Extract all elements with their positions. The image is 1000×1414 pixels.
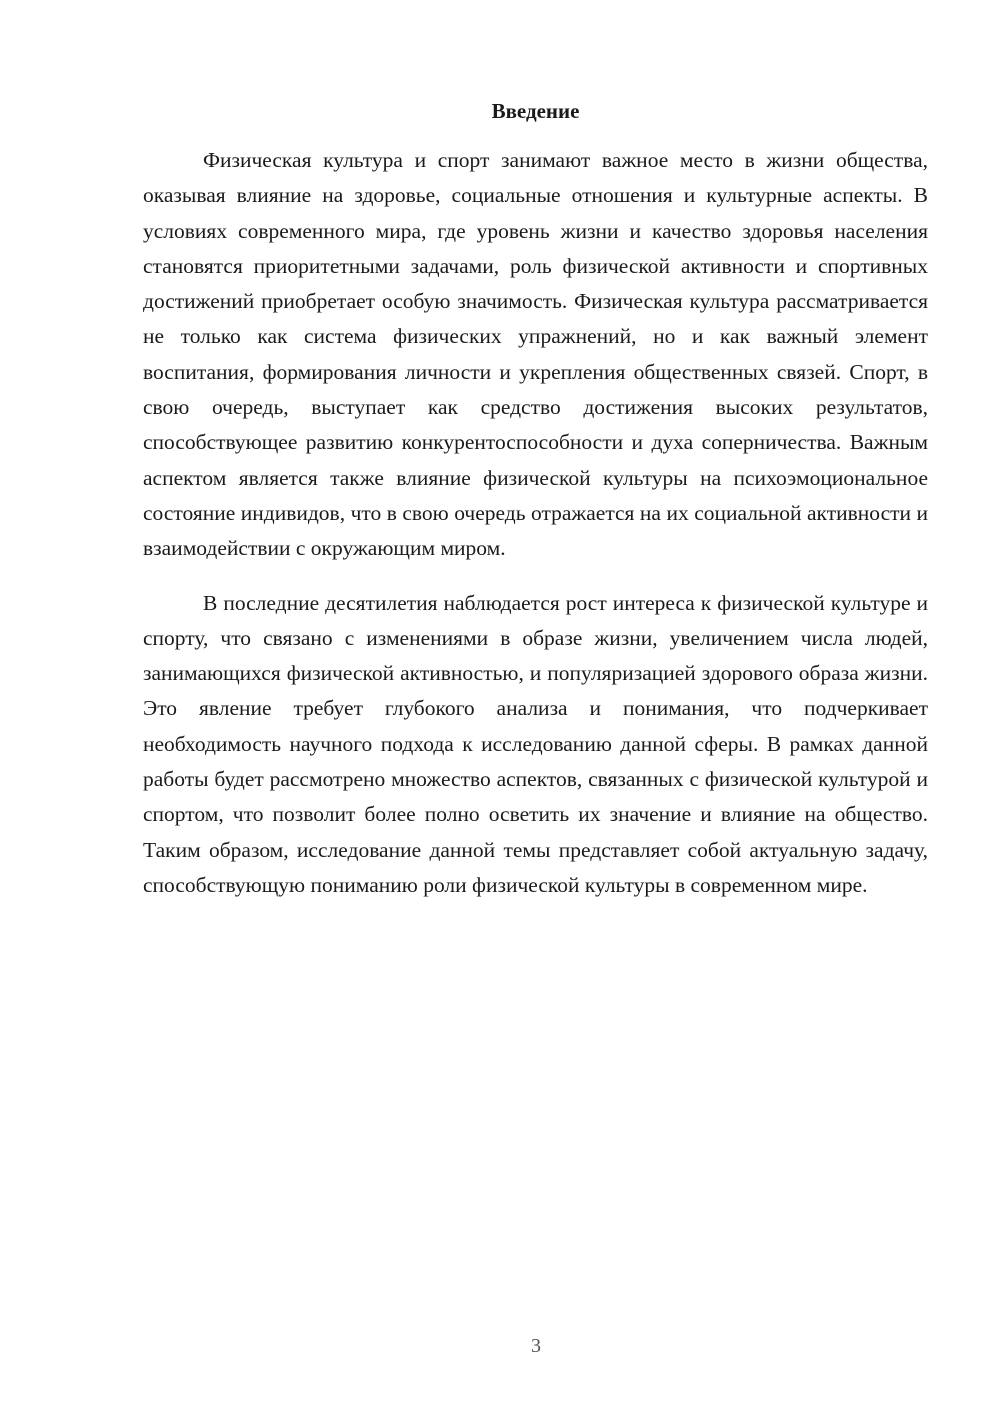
section-heading: Введение	[491, 99, 580, 123]
page-number: 3	[531, 1335, 541, 1357]
paragraph-1: Физическая культура и спорт занимают важное место в жизни общества, оказывая влияние на здоровье, социальные отношения и культурные аспекты. В условиях современного мира, где уровень жизни и качество здоровья населения становятся приоритетными задачами, роль физической активности и спортивных достижений приобретает особую значимость. Физическая культура рассматривается не только как система физических упражнений, но и как важный элемент воспитания, формирования личности и укрепления общественных связей. Спорт, в свою очередь, выступает как средство достижения высоких результатов, способствующее развитию конкурентоспособности и духа соперничества. Важным аспектом является также влияние физической культуры на психоэмоциональное состояние индивидов, что в свою очередь отражается на их социальной активности и взаимодействии с окружающим миром.	[143, 148, 928, 561]
paragraph-2: В последние десятилетия наблюдается рост интереса к физической культуре и спорту, что связано с изменениями в образе жизни, увеличением числа людей, занимающихся физической активностью, и популяризацией здорового образа жизни. Это явление требует глубокого анализа и понимания, что подчеркивает необходимость научного подхода к исследованию данной сферы. В рамках данной работы будет рассмотрено множество аспектов, связанных с физической культурой и спортом, что позволит более полно осветить их значение и влияние на общество. Таким образом, исследование данной темы представляет собой актуальную задачу, способствующую пониманию роли физической культуры в современном мире.	[143, 590, 928, 897]
body-text	[143, 143, 928, 903]
